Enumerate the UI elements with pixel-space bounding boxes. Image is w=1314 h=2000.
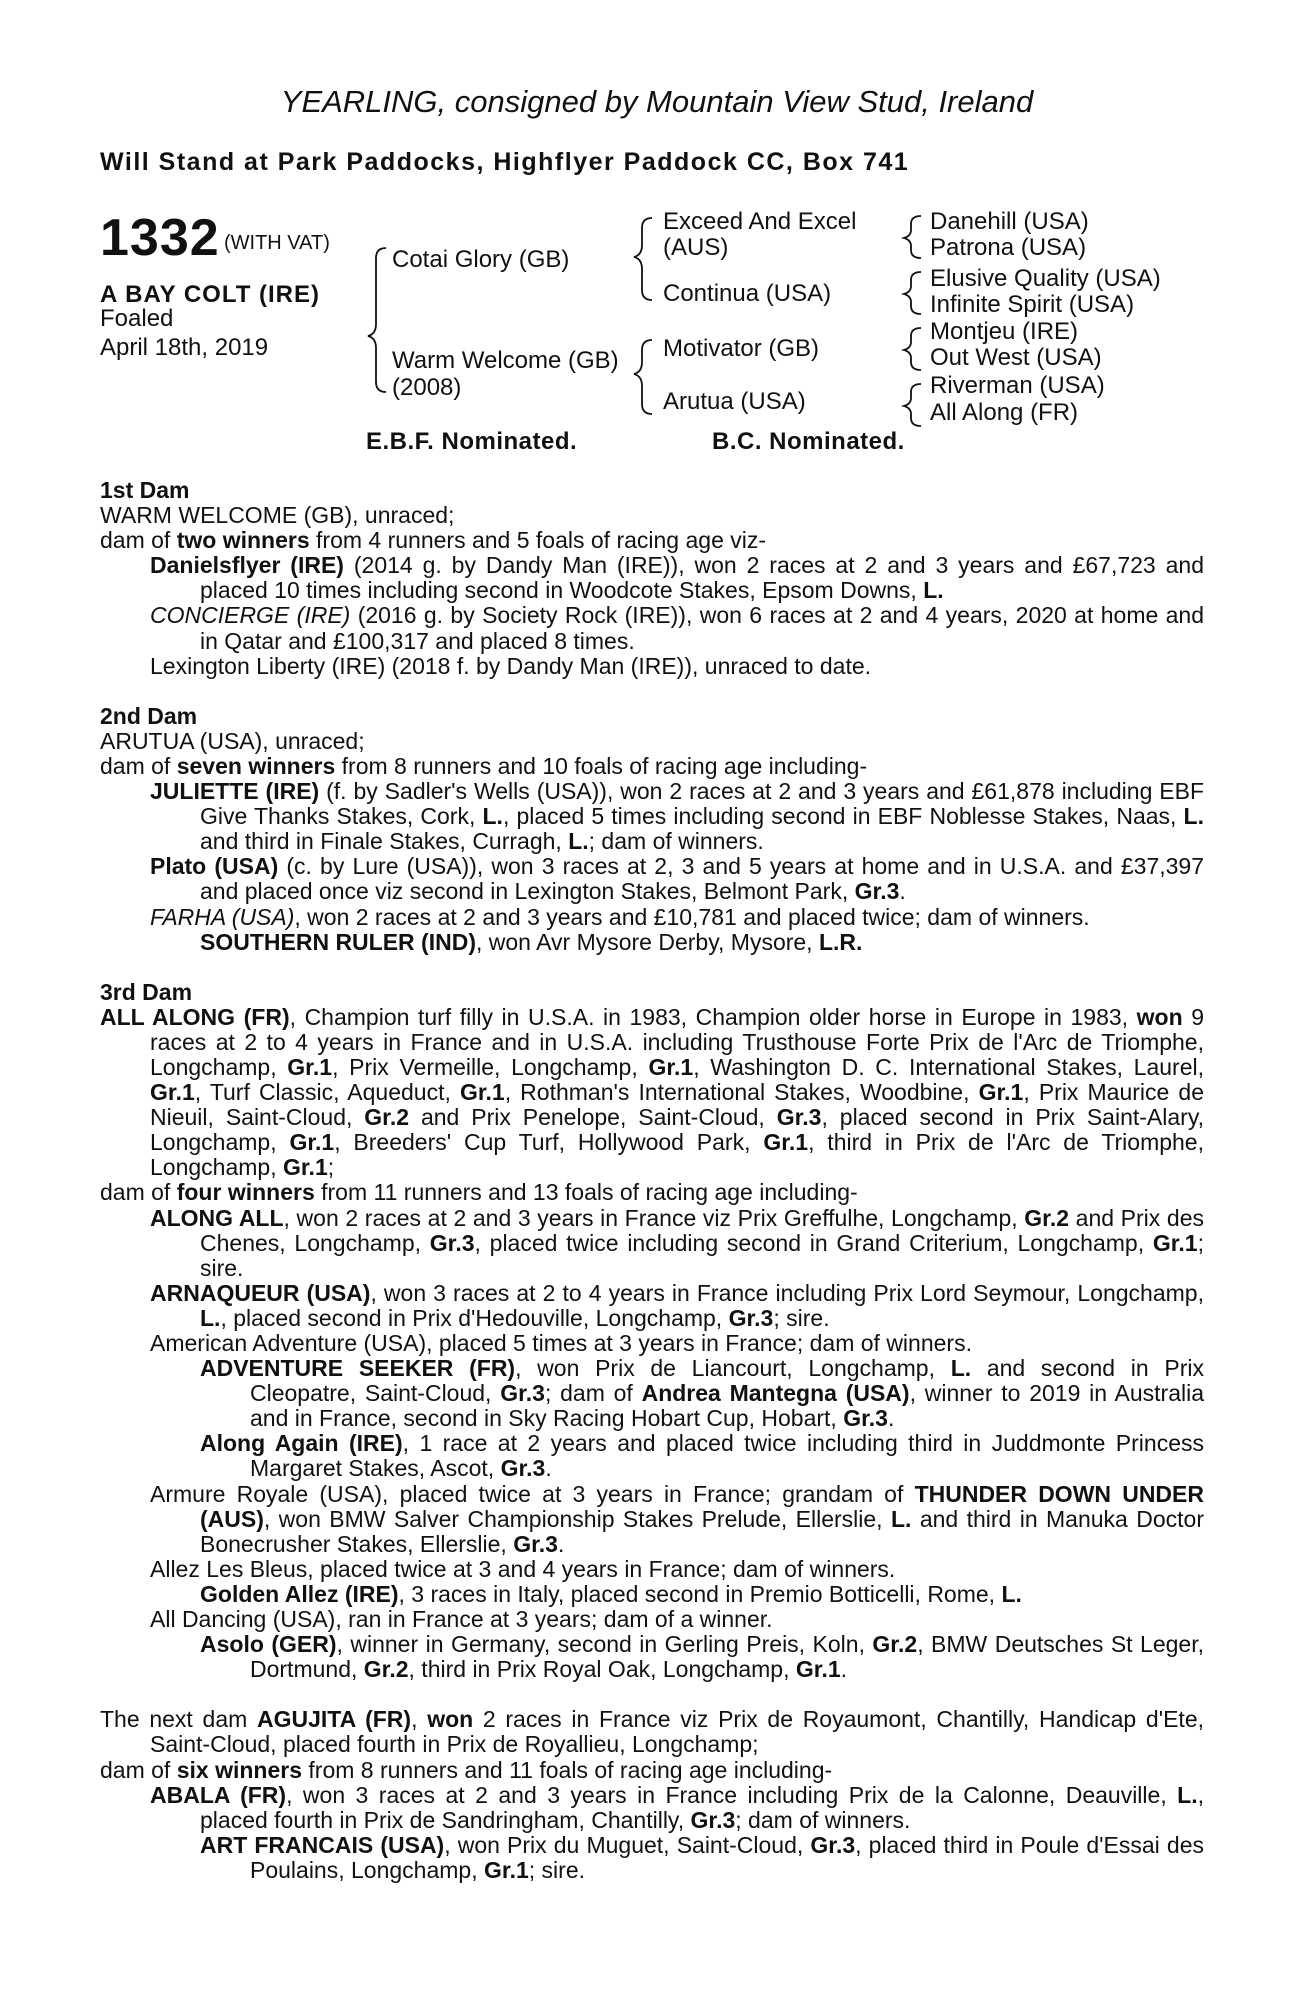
first-dam-line: WARM WELCOME (GB), unraced; <box>100 502 455 529</box>
produce-entry: ART FRANCAIS (USA), won Prix du Muguet, Saint-Cloud, Gr.3, placed third in Poule d'Essai des Poulains, Longchamp, Gr.1; sire. <box>200 1831 1204 1883</box>
second-dam-heading: 2nd Dam <box>100 702 198 729</box>
third-dam-heading: 3rd Dam <box>100 978 193 1005</box>
sire: Cotai Glory (GB) <box>392 246 570 273</box>
dam-sire: Motivator (GB) <box>663 335 820 362</box>
produce-entry: Armure Royale (USA), placed twice at 3 years in France; grandam of THUNDER DOWN UNDER (AUS), won BMW Salver Championship Stakes Prelude, Ellerslie, L. and third in Manuka Doctor Bonecrusher Stakes, Ellerslie, Gr.3. <box>150 1480 1204 1557</box>
consignment-line: YEARLING, consigned by Mountain View Stud, Ireland <box>280 84 1034 119</box>
foaled-label: Foaled <box>100 305 174 332</box>
produce-entry: Golden Allez (IRE), 3 races in Italy, placed second in Premio Botticelli, Rome, L. <box>200 1580 1022 1607</box>
ebf-nominated: E.B.F. Nominated. <box>366 428 578 455</box>
sire-dam: Continua (USA) <box>663 280 832 307</box>
produce-entry: ARNAQUEUR (USA), won 3 races at 2 to 4 years in France including Prix Lord Seymour, Longchamp, L., placed second in Prix d'Hedouville, Longchamp, Gr.3; sire. <box>150 1279 1204 1331</box>
dam: Warm Welcome (GB) <box>392 347 619 374</box>
produce-record <box>100 478 1204 1883</box>
first-dam-dam-of: dam of two winners from 4 runners and 5 foals of racing age viz- <box>100 527 767 554</box>
produce-entry: Along Again (IRE), 1 race at 2 years and placed twice including third in Juddmonte Princess Margaret Stakes, Ascot, Gr.3. <box>200 1430 1205 1482</box>
produce-entry: Asolo (GER), winner in Germany, second in Gerling Preis, Koln, Gr.2, BMW Deutsches St Leger, Dortmund, Gr.2, third in Prix Royal Oak, Longchamp, Gr.1. <box>200 1631 1204 1683</box>
produce-entry: FARHA (USA), won 2 races at 2 and 3 years and £10,781 and placed twice; dam of winners. <box>150 903 1090 930</box>
third-dam-dam-of: dam of four winners from 11 runners and 13 foals of racing age including- <box>100 1179 858 1206</box>
produce-entry: Allez Les Bleus, placed twice at 3 and 4 years in France; dam of winners. <box>150 1555 896 1582</box>
next-dam-dam-of: dam of six winners from 8 runners and 11 foals of racing age including- <box>100 1756 833 1783</box>
gg-2: Patrona (USA) <box>930 234 1087 261</box>
gg-8: All Along (FR) <box>930 399 1079 426</box>
produce-entry: Danielsflyer (IRE) (2014 g. by Dandy Man (IRE)), won 2 races at 2 and 3 years and £67,723 and placed 10 times including second in Woodcote Stakes, Epsom Downs, L. <box>150 552 1204 604</box>
bc-nominated: B.C. Nominated. <box>712 428 905 455</box>
gg-6: Out West (USA) <box>930 344 1102 371</box>
produce-entry: Plato (USA) (c. by Lure (USA)), won 3 races at 2, 3 and 5 years at home and in U.S.A. and £37,397 and placed once viz second in Lexington Stakes, Belmont Park, Gr.3. <box>150 853 1204 905</box>
next-dam-record: The next dam AGUJITA (FR), won 2 races in France viz Prix de Royaumont, Chantilly, Handicap d'Ete, Saint-Cloud, placed fourth in Prix de Royallieu, Longchamp; <box>100 1706 1205 1758</box>
gg-5: Montjeu (IRE) <box>930 318 1079 345</box>
produce-entry: ADVENTURE SEEKER (FR), won Prix de Liancourt, Longchamp, L. and second in Prix Cleopatre, Saint-Cloud, Gr.3; dam of Andrea Mantegna (USA), winner to 2019 in Australia and in France, second in Sky Racing Hobart Cup, Hobart, Gr.3. <box>200 1355 1205 1432</box>
second-dam-dam-of: dam of seven winners from 8 runners and 10 foals of racing age including- <box>100 752 868 779</box>
produce-entry: SOUTHERN RULER (IND), won Avr Mysore Derby, Mysore, L.R. <box>200 928 863 955</box>
produce-entry: ABALA (FR), won 3 races at 2 and 3 years in France including Prix de la Calonne, Deauville, L., placed fourth in Prix de Sandringham, Chantilly, Gr.3; dam of winners. <box>150 1781 1204 1833</box>
foaled-date: April 18th, 2019 <box>100 334 269 361</box>
gg-4: Infinite Spirit (USA) <box>930 291 1135 318</box>
first-dam-heading: 1st Dam <box>100 477 190 503</box>
produce-entry: JULIETTE (IRE) (f. by Sadler's Wells (USA)), won 2 races at 2 and 3 years and £61,878 including EBF Give Thanks Stakes, Cork, L., placed 5 times including second in EBF Noblesse Stakes, Naas, L. and third in Finale Stakes, Curragh, L.; dam of winners. <box>150 778 1205 855</box>
sire-sire: Exceed And Excel <box>663 208 857 235</box>
third-dam-record: ALL ALONG (FR), Champion turf filly in U.S.A. in 1983, Champion older horse in Europe in 1983, won 9 races at 2 to 4 years in France and in U.S.A. including Trusthouse Forte Prix de l'Arc de Triomphe, Longchamp, Gr.1, Prix Vermeille, Longchamp, Gr.1, Washington D. C. International Stakes, Laurel, Gr.1, Turf Classic, Aqueduct, Gr.1, Rothman's International Stakes, Woodbine, Gr.1, Prix Maurice de Nieuil, Saint-Cloud, Gr.2 and Prix Penelope, Saint-Cloud, Gr.3, placed second in Prix Saint-Alary, Longchamp, Gr.1, Breeders' Cup Turf, Hollywood Park, Gr.1, third in Prix de l'Arc de Triomphe, Longchamp, Gr.1; <box>100 1003 1205 1181</box>
lot-description: A BAY COLT (IRE) <box>100 281 321 308</box>
gg-1: Danehill (USA) <box>930 208 1089 235</box>
gg-3: Elusive Quality (USA) <box>930 265 1161 292</box>
sire-sire-country: (AUS) <box>663 234 729 261</box>
produce-entry: ALONG ALL, won 2 races at 2 and 3 years in France viz Prix Greffulhe, Longchamp, Gr.2 and Prix des Chenes, Longchamp, Gr.3, placed twice including second in Grand Criterium, Longchamp, Gr.1; sire. <box>150 1204 1204 1281</box>
lot-number: 1332 <box>100 209 220 267</box>
produce-entry: All Dancing (USA), ran in France at 3 years; dam of a winner. <box>150 1606 773 1633</box>
pedigree-brackets <box>0 0 1314 460</box>
vat-label: (WITH VAT) <box>224 232 330 254</box>
produce-entry: American Adventure (USA), placed 5 times at 3 years in France; dam of winners. <box>150 1330 972 1356</box>
second-dam-line: ARUTUA (USA), unraced; <box>100 727 365 754</box>
dam-year: (2008) <box>392 374 462 401</box>
stand-location: Will Stand at Park Paddocks, Highflyer Paddock CC, Box 741 <box>100 148 910 176</box>
produce-entry: CONCIERGE (IRE) (2016 g. by Society Rock (IRE)), won 6 races at 2 and 4 years, 2020 at home and in Qatar and £100,317 and placed 8 times. <box>150 602 1205 654</box>
dam-dam: Arutua (USA) <box>663 388 806 415</box>
gg-7: Riverman (USA) <box>930 372 1105 399</box>
produce-entry: Lexington Liberty (IRE) (2018 f. by Dandy Man (IRE)), unraced to date. <box>150 652 872 679</box>
